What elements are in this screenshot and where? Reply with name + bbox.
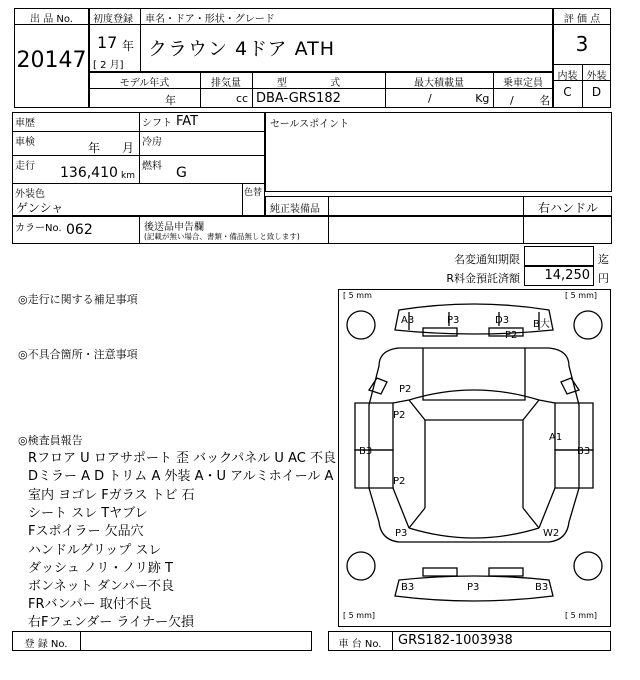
recycle-fee-unit: 円 (598, 272, 609, 285)
mark-p2-front: P2 (505, 330, 518, 341)
tire-tread-rear-right: [ 5 mm] (565, 611, 598, 620)
defects-title: ◎不具合箇所・注意事項 (18, 348, 138, 361)
model-year-label: モデル年式 (119, 78, 170, 89)
post-documents-label: 後送品申告欄 (144, 222, 204, 233)
inspection-year: 年 (88, 141, 101, 155)
interior-grade: C (563, 85, 572, 99)
recycle-fee-value: 14,250 (544, 268, 590, 283)
first-registration-year: 17 (97, 33, 118, 52)
max-load-unit: / Kg (428, 92, 490, 105)
car-name: クラウン 4ドア ATH (148, 38, 336, 60)
first-registration-label: 初度登録 (93, 14, 133, 25)
car-body-shape (369, 348, 579, 542)
history-label: 車歴 (15, 118, 35, 129)
first-registration-year-unit: 年 (122, 39, 135, 53)
tire-front-right-icon (574, 311, 602, 339)
mark-w2-rear-glass: W2 (543, 528, 560, 539)
inspector-report-line: シート スレ Tヤブレ (28, 506, 148, 521)
mark-b-large-front: B大 (533, 319, 550, 330)
registration-no-label: 登 録 No. (24, 639, 68, 650)
inspector-report-line: ハンドルグリップ スレ (28, 543, 162, 558)
recycle-fee-label: R料金預託済額 (446, 272, 520, 285)
inspector-report-line: Fスポイラー 欠品穴 (28, 524, 144, 539)
chassis-no-label: 車 台 No. (338, 639, 382, 650)
tire-rear-left-icon (347, 552, 375, 580)
model-year-unit: 年 (165, 94, 176, 107)
mileage-label: 走行 (15, 161, 35, 172)
inspector-report-title: ◎検査員報告 (18, 434, 83, 447)
tire-rear-right-icon (574, 552, 602, 580)
tire-tread-rear-left: [ 5 mm] (343, 611, 376, 620)
name-change-deadline-label: 名変通知期限 (454, 253, 520, 266)
mark-b3-rear-right: B3 (535, 582, 549, 593)
inspector-report-line: 右Fフェンダー ライナー欠損 (28, 615, 195, 630)
grade-label: 評 価 点 (563, 14, 601, 25)
mark-b3-rear-left: B3 (401, 582, 415, 593)
mark-a1-right: A1 (549, 432, 563, 443)
car-diagram (338, 289, 611, 627)
fuel-label: 燃料 (142, 161, 162, 172)
mark-d3-front: D3 (495, 315, 510, 326)
mileage-unit: km (121, 171, 135, 181)
mark-b3-right: B3 (577, 446, 591, 457)
inspector-report-line: FRバンパー 取付不良 (28, 597, 152, 612)
mark-p3-front: P3 (447, 315, 460, 326)
mark-p2-left-rear-door: P2 (393, 476, 406, 487)
post-documents-note: (記載が無い場合、書類・備品無しと致します) (144, 232, 300, 241)
mark-p3-left-rear: P3 (395, 528, 408, 539)
tire-tread-front-left: [ 5 mm (343, 291, 372, 300)
name-change-deadline-field (524, 246, 594, 266)
color-no-box (12, 216, 612, 244)
color-change-label: 色替 (244, 188, 263, 198)
mark-b3-left: B3 (359, 446, 373, 457)
overall-grade: 3 (575, 32, 589, 56)
color-no-label: カラーNo. (15, 223, 62, 234)
exterior-grade-label: 外装 (586, 71, 607, 82)
driving-notes-title: ◎走行に関する補足事項 (18, 293, 138, 306)
inspection-label: 車検 (15, 137, 35, 148)
mark-p3-rear: P3 (467, 582, 480, 593)
sales-point-label: セールスポイント (270, 119, 350, 130)
fuel-value: G (176, 165, 187, 181)
chassis-no-value: GRS182-1003938 (398, 633, 513, 648)
capacity-unit: / 名 (510, 94, 551, 107)
inspector-report-line: ボンネット ダンパー不良 (28, 579, 174, 594)
shift-value: FAT (176, 114, 199, 129)
front-bumper-shape (395, 304, 553, 334)
mark-a3-front: A3 (401, 315, 415, 326)
color-no-value: 062 (66, 222, 93, 238)
tire-tread-front-right: [ 5 mm] (565, 291, 598, 300)
exterior-color-label: 外装色 (15, 189, 45, 200)
inspector-report-line: 室内 ヨゴレ Fガラス トビ 石 (28, 488, 195, 503)
type-label: 型 式 (276, 78, 361, 89)
displacement-unit: cc (236, 92, 249, 105)
inspector-report-line: Dミラー A D トリム A 外装 A・U アルミホイール A (28, 469, 334, 484)
shift-label: シフト (142, 118, 172, 129)
ac-label: 冷房 (142, 137, 162, 148)
inspection-month: 月 (122, 141, 135, 155)
displacement-label: 排気量 (211, 78, 241, 89)
first-registration-month: [ 2 月] (93, 60, 124, 71)
tire-front-left-icon (347, 311, 375, 339)
interior-grade-label: 内装 (557, 71, 578, 82)
car-name-label: 車名・ドア・形状・グレード (145, 14, 275, 25)
mark-p2-left-front-door: P2 (393, 410, 406, 421)
exterior-color-value: ゲンシャ (16, 201, 64, 215)
capacity-label: 乗車定員 (503, 78, 543, 89)
car-outline-drawing (339, 290, 610, 626)
mileage-value: 136,410 (60, 165, 118, 181)
genuine-equipment-label: 純正装備品 (270, 204, 320, 215)
max-load-label: 最大積載量 (414, 78, 464, 89)
inspector-report-line: Rフロア U ロアサポート 歪 バックパネル U AC 不良 (28, 451, 336, 466)
lot-number-label: 出 品 No. (30, 14, 73, 25)
mark-p2-left-fender: P2 (399, 384, 412, 395)
exterior-grade: D (591, 85, 602, 99)
inspector-report-line: ダッシュ ノリ・ノリ跡 T (28, 561, 173, 576)
lot-number: 20147 (16, 48, 87, 73)
name-change-deadline-suffix: 迄 (598, 253, 609, 266)
steering-value: 右ハンドル (538, 201, 599, 215)
type-value: DBA-GRS182 (256, 91, 341, 106)
